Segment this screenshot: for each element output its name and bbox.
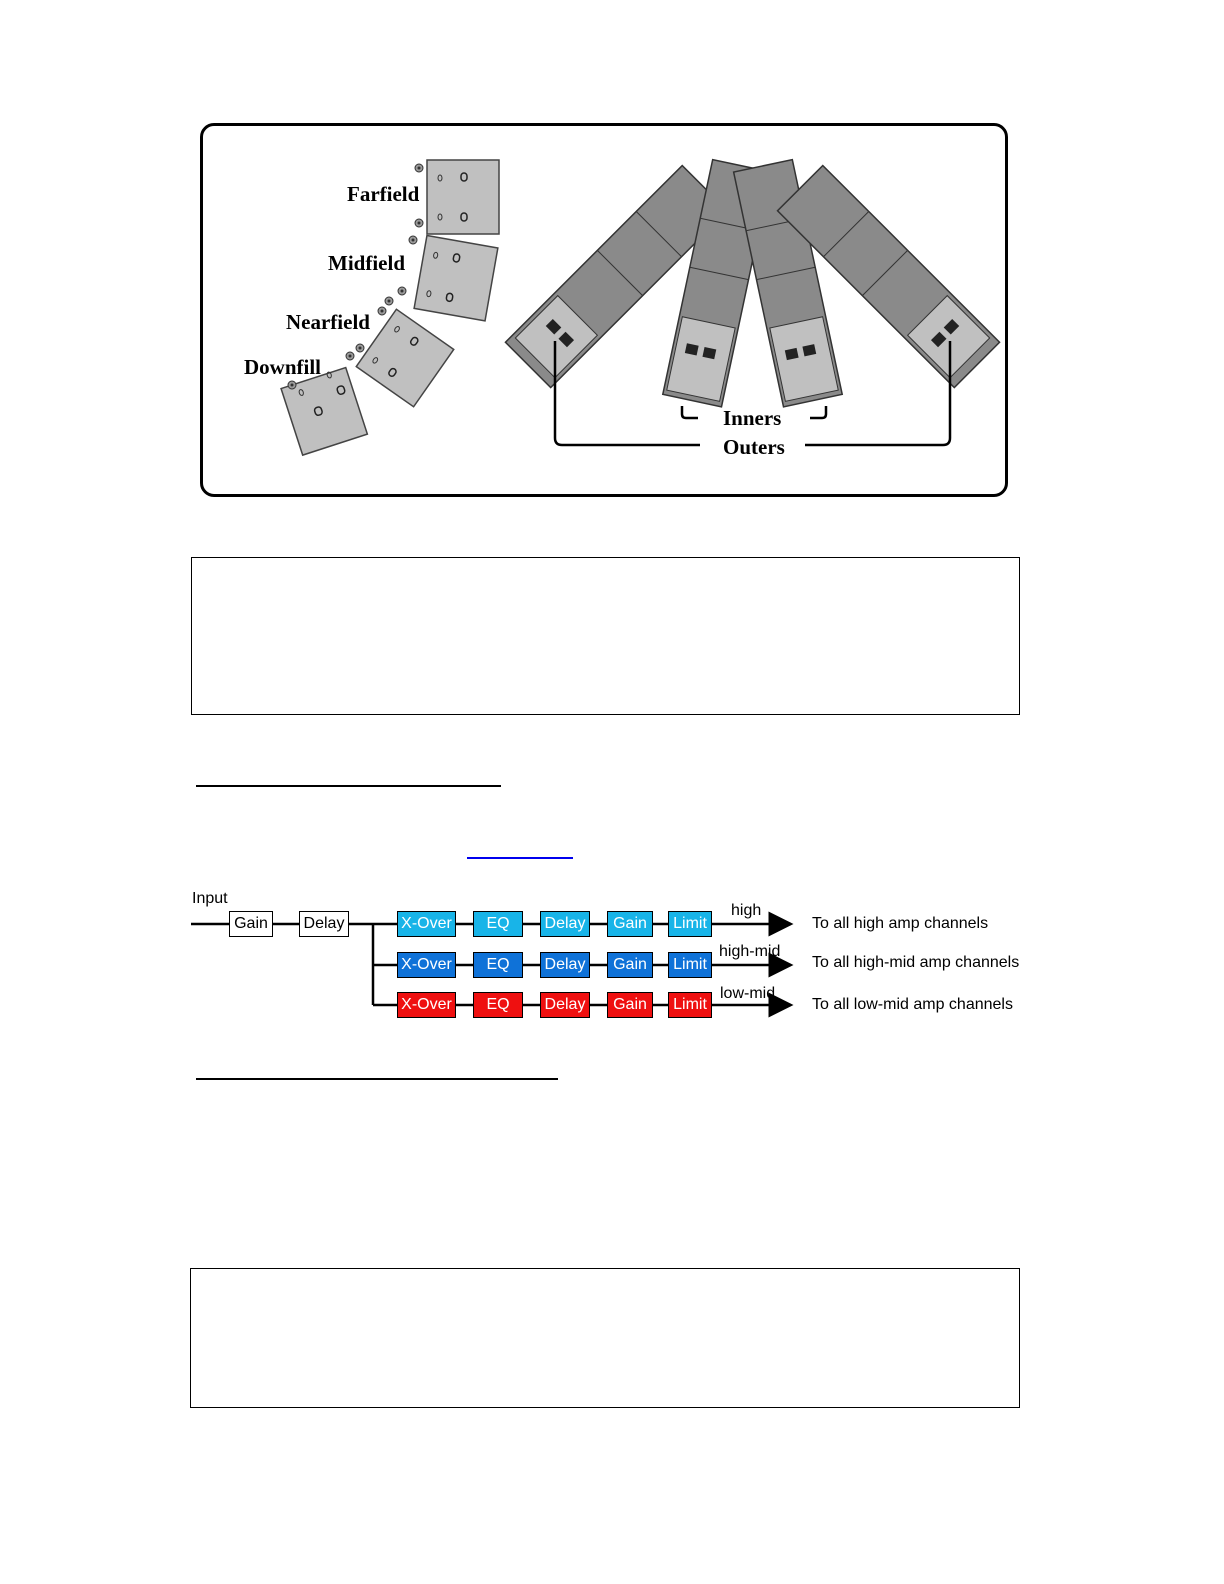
inners-label: Inners — [723, 406, 782, 430]
downfill-label: Downfill — [244, 355, 322, 379]
farfield-cabinet — [415, 160, 499, 234]
outers-label: Outers — [723, 435, 785, 459]
caption-box-1 — [191, 557, 1020, 715]
low-mid-xover-block: X-Over — [397, 992, 456, 1018]
input-gain-block: Gain — [229, 911, 273, 937]
section-heading-underline-2 — [196, 1078, 558, 1080]
farfield-label: Farfield — [347, 182, 420, 206]
high-mid-eq-block: EQ — [473, 952, 523, 978]
low-mid-destination: To all low-mid amp channels — [812, 996, 1013, 1013]
low-mid-band-label: low-mid — [720, 985, 776, 1002]
section-heading-underline-1 — [196, 785, 501, 787]
nearfield-cabinet — [356, 309, 453, 406]
midfield-label: Midfield — [328, 251, 405, 275]
high-delay-block: Delay — [540, 911, 590, 937]
high-xover-block: X-Over — [397, 911, 456, 937]
high-mid-xover-block: X-Over — [397, 952, 456, 978]
low-mid-eq-block: EQ — [473, 992, 523, 1018]
input-delay-block: Delay — [299, 911, 349, 937]
signal-flow-diagram — [191, 890, 1026, 1025]
low-mid-limit-block: Limit — [668, 992, 712, 1018]
midfield-cabinet — [414, 235, 498, 320]
high-band-label: high — [731, 902, 762, 919]
input-label: Input — [192, 890, 228, 907]
high-mid-limit-block: Limit — [668, 952, 712, 978]
high-destination: To all high amp channels — [812, 915, 989, 932]
high-mid-band-label: high-mid — [719, 943, 781, 960]
hyperlink-underline[interactable] — [467, 857, 573, 859]
nearfield-label: Nearfield — [286, 310, 370, 334]
high-limit-block: Limit — [668, 911, 712, 937]
caption-box-2 — [190, 1268, 1020, 1408]
low-mid-gain-block: Gain — [607, 992, 653, 1018]
high-eq-block: EQ — [473, 911, 523, 937]
low-mid-delay-block: Delay — [540, 992, 590, 1018]
high-mid-gain-block: Gain — [607, 952, 653, 978]
high-mid-destination: To all high-mid amp channels — [812, 954, 1020, 971]
high-gain-block: Gain — [607, 911, 653, 937]
high-mid-delay-block: Delay — [540, 952, 590, 978]
